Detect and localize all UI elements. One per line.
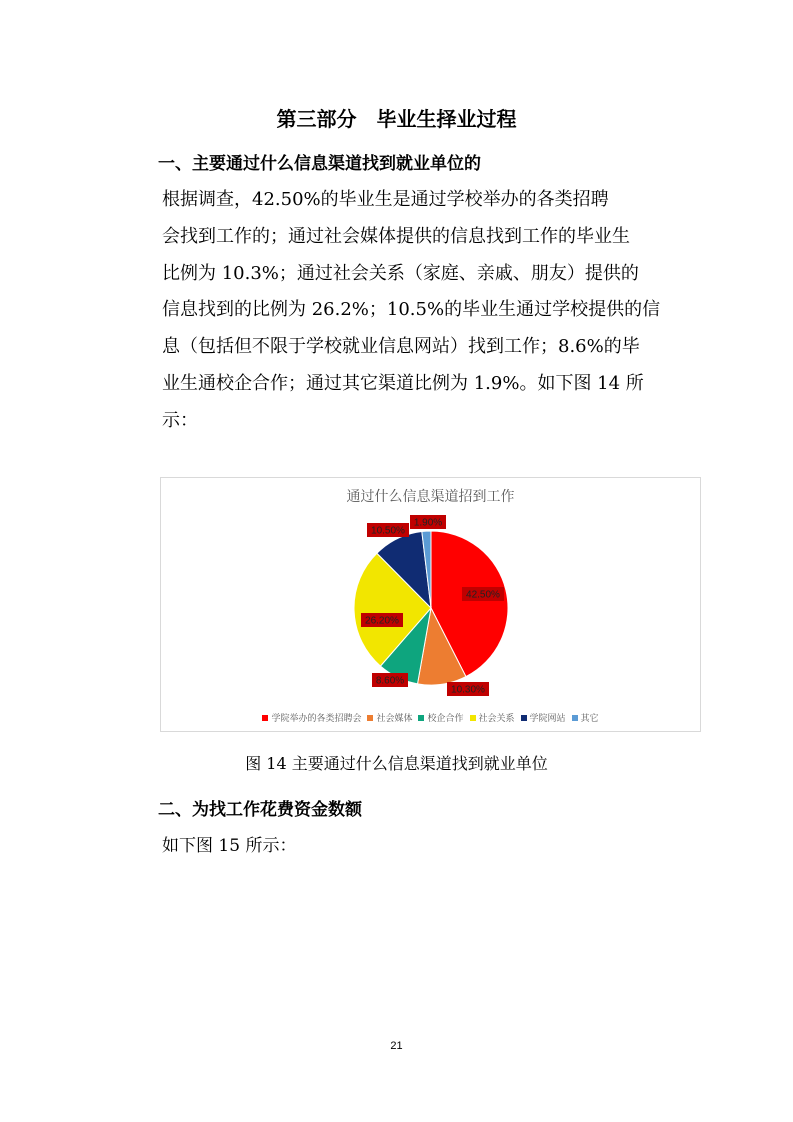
legend-swatch (521, 715, 527, 721)
data-label: 10.50% (371, 525, 405, 537)
paragraph-1-line: 根据调查，42.50%的毕业生是通过学校举办的各类招聘 (162, 189, 609, 210)
chart-legend (161, 711, 700, 724)
paragraph-1-line: 示： (162, 409, 198, 431)
legend-swatch (470, 715, 476, 721)
legend-item (262, 711, 361, 724)
pie-chart (160, 477, 701, 732)
legend-item (521, 711, 566, 724)
legend-swatch (367, 715, 373, 721)
data-label: 8.60% (375, 675, 405, 687)
legend-item (572, 711, 599, 724)
legend-item (367, 711, 412, 724)
legend-label: 社会关系 (478, 714, 515, 724)
legend-label: 学院网站 (529, 714, 566, 724)
data-label: 42.50% (466, 589, 500, 601)
figure-caption: 图 14 主要通过什么信息渠道找到就业单位 (245, 754, 548, 773)
section-1-title: 一、主要通过什么信息渠道找到就业单位的 (158, 154, 481, 174)
legend-item (418, 711, 463, 724)
paragraph-1-line: 会找到工作的；通过社会媒体提供的信息找到工作的毕业生 (162, 225, 630, 247)
data-label: 26.20% (365, 615, 399, 627)
data-label: 1.90% (413, 517, 443, 529)
page-number: 21 (390, 1040, 403, 1052)
paragraph-1-line: 比例为 10.3%；通过社会关系（家庭、亲戚、朋友）提供的 (162, 262, 639, 284)
data-label: 10.30% (451, 684, 485, 696)
legend-label: 学院举办的各类招聘会 (271, 714, 362, 724)
legend-label: 校企合作 (427, 714, 464, 724)
legend-label: 其它 (580, 714, 599, 724)
paragraph-1 (124, 182, 684, 440)
part-title: 第三部分 毕业生择业过程 (276, 107, 517, 131)
chart-title: 通过什么信息渠道招到工作 (346, 489, 515, 505)
legend-swatch (572, 715, 578, 721)
paragraph-2: 如下图 15 所示： (162, 836, 297, 856)
section-2-title: 二、为找工作花费资金数额 (158, 800, 362, 820)
paragraph-1-line: 业生通校企合作；通过其它渠道比例为 1.9%。如下图 14 所 (162, 372, 644, 394)
paragraph-1-line: 信息找到的比例为 26.2%；10.5%的毕业生通过学校提供的信 (162, 299, 661, 321)
paragraph-1-line: 息（包括但不限于学校就业信息网站）找到工作；8.6%的毕 (162, 336, 640, 358)
legend-item (470, 711, 515, 724)
legend-swatch (262, 715, 268, 721)
pie-chart-canvas (161, 478, 702, 708)
legend-label: 社会媒体 (376, 714, 413, 724)
legend-swatch (418, 715, 424, 721)
